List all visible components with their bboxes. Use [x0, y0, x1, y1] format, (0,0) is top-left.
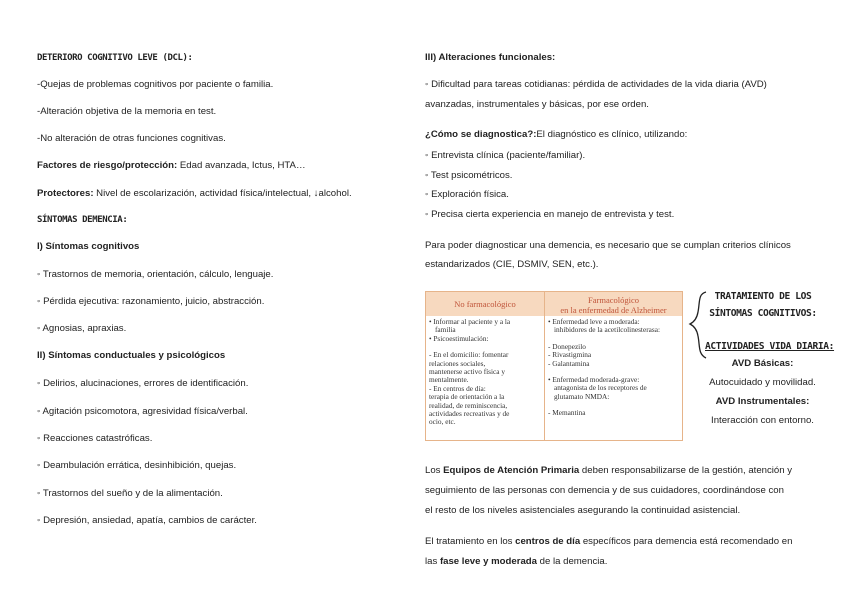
table-cell-line: - Galantamina [548, 358, 590, 368]
mci-item: -No alteración de otras funciones cognitivas. [37, 133, 226, 144]
pc-bold: Equipos de Atención Primaria [443, 465, 580, 476]
primary-care-line-1 [425, 465, 792, 477]
table-cell-line: • Enfermedad leve a moderada: [548, 317, 640, 326]
table-header-pharm-1: Farmacológico [588, 295, 639, 305]
dementia-title: SÍNTOMAS DEMENCIA: [37, 215, 128, 225]
treatment-title-1: TRATAMIENTO DE LOS [714, 291, 812, 302]
table-cell-line: terapia de orientación a la [429, 392, 505, 402]
cognitive-item: ◦ Trastornos de memoria, orientación, cálculo, lenguaje. [37, 269, 274, 280]
table-cell-line: familia [435, 325, 456, 335]
behavioral-item: ◦ Agitación psicomotora, agresividad física/verbal. [37, 406, 248, 417]
protect-label: Protectores: [37, 188, 94, 199]
dc-bold-2: fase leve y moderada [439, 556, 537, 567]
table-cell-line: - Memantina [548, 408, 586, 418]
behavioral-item: ◦ Reacciones catastróficas. [37, 433, 153, 444]
table-cell-line: relaciones sociales, [429, 358, 486, 368]
treatment-table [425, 291, 683, 441]
diagnosis-intro [425, 129, 687, 141]
dc-text-d: de la demencia. [537, 556, 608, 567]
table-cell-line: antagonista de los receptores de [554, 383, 647, 393]
table-col-pharm [545, 316, 682, 440]
table-cell-line: mantenerse activo física y [429, 367, 505, 377]
behavioral-heading: II) Síntomas conductuales y psicológicos [37, 350, 226, 361]
dc-bold: centros de día [515, 536, 581, 547]
table-header-pharm [545, 292, 682, 316]
cognitive-item: ◦ Pérdida ejecutiva: razonamiento, juicio, abstracción. [37, 296, 265, 307]
mci-item: -Quejas de problemas cognitivos por paciente o familia. [37, 79, 274, 90]
protect-text: Nivel de escolarización, actividad física/intelectual, ↓alcohol. [93, 188, 352, 199]
behavioral-item: ◦ Deambulación errática, desinhibición, quejas. [37, 460, 237, 471]
functional-text-1: ◦ Dificultad para tareas cotidianas: pérdida de actividades de la vida diaria (AVD) [425, 79, 767, 90]
table-header-nonpharm: No farmacológico [426, 292, 544, 316]
avd-basic-text: Autocuidado y movilidad. [709, 377, 816, 388]
functional-line-1 [425, 79, 825, 91]
table-cell-line: - En el domicilio: fomentar [429, 350, 509, 360]
criteria-text: estandarizados (CIE, DSMIV, SEN, etc.). [425, 259, 599, 270]
daycare-line-1 [425, 536, 792, 548]
avd-instr-text: Interacción con entorno. [711, 415, 814, 426]
diag-item: ◦ Entrevista clínica (paciente/familiar). [425, 150, 586, 161]
diag-label: ¿Cómo se diagnostica?: [425, 129, 537, 140]
functional-text [425, 79, 825, 91]
table-header-pharm-2: en la enfermedad de Alzheimer [560, 305, 667, 315]
table-cell-line: glutamato NMDA: [554, 391, 610, 401]
behavioral-item: ◦ Delirios, alucinaciones, errores de identificación. [37, 378, 249, 389]
mci-item: -Alteración objetiva de la memoria en test. [37, 106, 217, 117]
risk-label: Factores de riesgo/protección: [37, 160, 178, 171]
dc-text-c: las [425, 556, 440, 567]
table-cell-line: actividades recreativas y de [429, 409, 510, 419]
table-col-nonpharm [426, 316, 544, 440]
risk-factors [37, 160, 306, 172]
diag-item: ◦ Exploración física. [425, 189, 509, 200]
pc-text-a: Los [425, 465, 444, 476]
primary-care-line-3: el resto de los niveles asistenciales asegurando la continuidad asistencial. [425, 505, 741, 516]
functional-heading: III) Alteraciones funcionales: [425, 52, 556, 63]
mci-title: DETERIORO COGNITIVO LEVE (DCL): [37, 53, 193, 63]
avd-basic-label: AVD Básicas: [731, 358, 794, 369]
table-cell-line: • Enfermedad moderada-grave: [548, 375, 640, 385]
table-cell-line: - Donepezilo [548, 341, 586, 351]
daycare-line-2 [425, 556, 607, 568]
protective-factors [37, 188, 352, 200]
functional-text-2: avanzadas, instrumentales y básicas, por ese orden. [425, 99, 649, 110]
cognitive-item: ◦ Agnosias, apraxias. [37, 323, 127, 334]
behavioral-item: ◦ Depresión, ansiedad, apatía, cambios de carácter. [37, 515, 257, 526]
avd-title: ACTIVIDADES VIDA DIARIA: [705, 341, 835, 352]
diag-item: ◦ Test psicométricos. [425, 170, 513, 181]
criteria-text: Para poder diagnosticar una demencia, es necesario que se cumplan criterios clínicos [425, 240, 791, 251]
behavioral-item: ◦ Trastornos del sueño y de la alimentación. [37, 488, 223, 499]
avd-instr-label: AVD Instrumentales: [715, 396, 810, 407]
dc-text-b: específicos para demencia está recomendado en [580, 536, 793, 547]
table-cell-line: mentalmente. [429, 375, 469, 385]
table-cell-line: realidad, de reminiscencia, [429, 400, 508, 410]
table-cell-line: • Psicoestimulación: [429, 333, 489, 343]
primary-care-line-2: seguimiento de las personas con demencia y de sus cuidadores, coordinándose con [425, 485, 784, 496]
diag-item: ◦ Precisa cierta experiencia en manejo de entrevista y test. [425, 209, 675, 220]
pc-text-b: deben responsabilizarse de la gestión, atención y [579, 465, 793, 476]
cognitive-heading: I) Síntomas cognitivos [37, 241, 140, 252]
diag-text: El diagnóstico es clínico, utilizando: [536, 129, 688, 140]
treatment-title-2: SÍNTOMAS COGNITIVOS: [709, 308, 817, 319]
table-cell-line: ocio, etc. [429, 417, 456, 427]
table-cell-line: - Rivastigmina [548, 350, 592, 360]
risk-text: Edad avanzada, Ictus, HTA… [177, 160, 306, 171]
table-cell-line: inhibidores de la acetilcolinesterasa: [554, 325, 660, 335]
dc-text-a: El tratamiento en los [425, 536, 516, 547]
table-cell-line: • Informar al paciente y a la [429, 317, 511, 326]
table-cell-line: - En centros de día: [429, 383, 486, 393]
